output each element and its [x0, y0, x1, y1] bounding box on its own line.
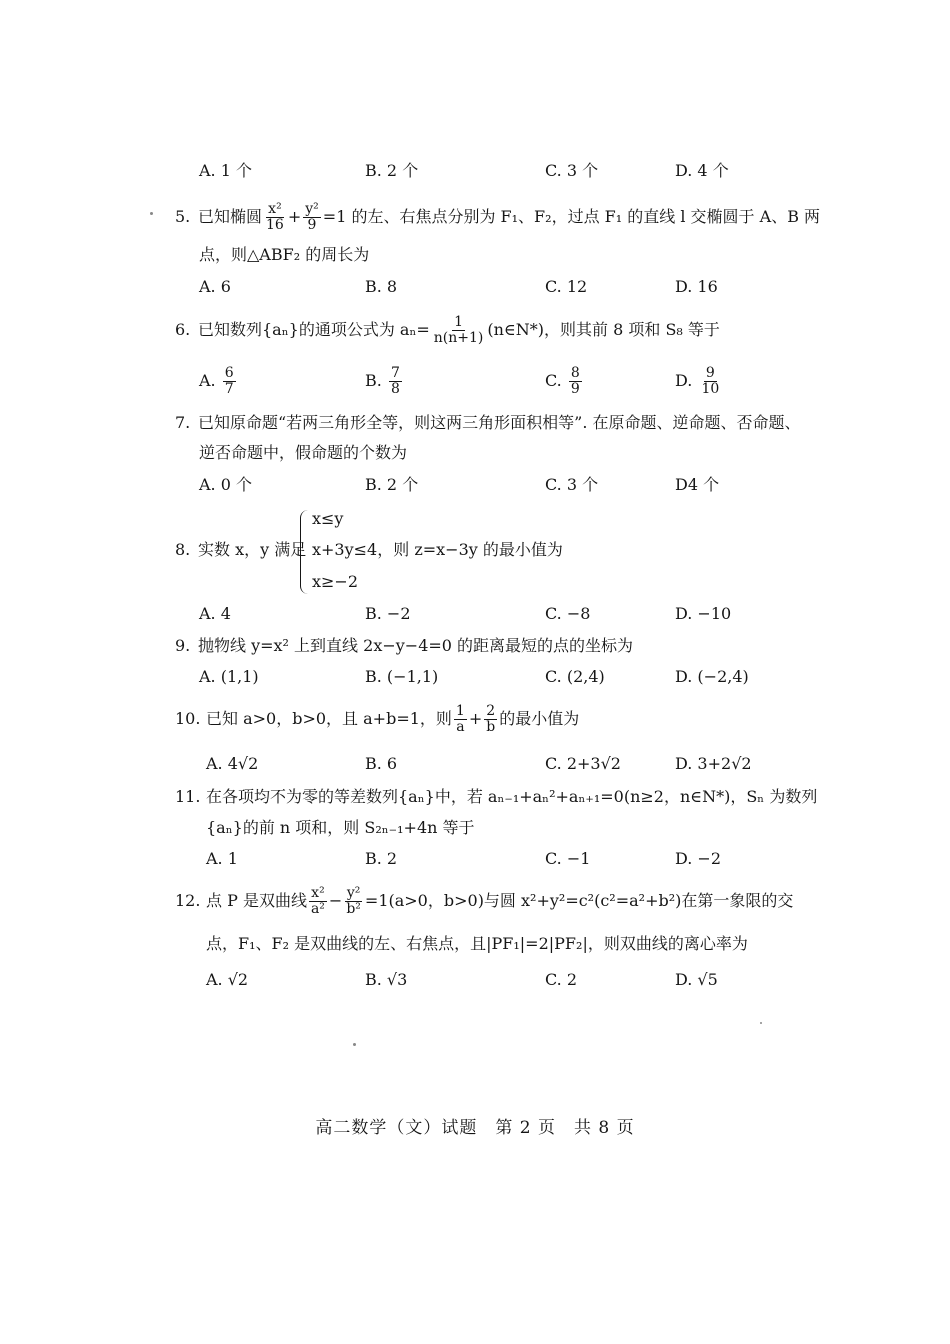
q5-stem-pre: 已知椭圆	[198, 207, 263, 226]
q10-fraction-1: $\frac{1}{a}$	[455, 703, 465, 735]
q7-options	[0, 472, 950, 498]
q7-number: 7.	[175, 413, 191, 432]
q5-options	[0, 274, 950, 300]
q11-options	[0, 846, 950, 872]
q12-options	[0, 967, 950, 993]
q6-option-a: A. $\frac{6}{7}$	[199, 365, 234, 397]
q12-option-d: D. √5	[675, 970, 718, 989]
q12-option-b: B. √3	[365, 970, 408, 989]
q5-option-a: A. 6	[199, 277, 231, 296]
q12-stem	[0, 883, 950, 919]
q7-option-a: A. 0 个	[199, 475, 252, 494]
q4-option-d: D. 4 个	[675, 161, 729, 180]
q12-option-c: C. 2	[545, 970, 578, 989]
q11-option-a: A. 1	[206, 849, 238, 868]
q5-option-c: C. 12	[545, 277, 588, 296]
q12-fraction-y: $\frac{\text{y²}}{\text{b²}}$	[346, 885, 361, 917]
q11-stem-line2	[0, 815, 950, 841]
q10-option-c: C. 2+3√2	[545, 754, 621, 773]
q9-stem	[0, 633, 950, 659]
q12-number: 12.	[175, 891, 201, 910]
q9-option-b: B. (−1,1)	[365, 667, 439, 686]
q12-stem-line	[206, 883, 793, 919]
q9-option-c: C. (2,4)	[545, 667, 605, 686]
q5-fraction-y: $\frac{\text{y²}}{9}$	[305, 201, 319, 233]
q6-stem-post: (n∈N*)，则其前 8 项和 S₈ 等于	[487, 320, 720, 339]
q7-option-d: D4 个	[675, 475, 720, 494]
q5-option-b: B. 8	[365, 277, 398, 296]
q9-number: 9.	[175, 636, 191, 655]
q6-stem-pre: 已知数列{aₙ}的通项公式为 aₙ=	[198, 320, 430, 339]
q5-stem	[0, 200, 950, 234]
q5-stem-line2	[0, 242, 950, 268]
q9-stem-text: 抛物线 y=x² 上到直线 2x−y−4=0 的距离最短的点的坐标为	[198, 636, 634, 655]
q10-option-b: B. 6	[365, 754, 398, 773]
q9-option-d: D. (−2,4)	[675, 667, 749, 686]
q11-option-d: D. −2	[675, 849, 722, 868]
q8-constraint-2-row	[0, 537, 950, 563]
q9-option-a: A. (1,1)	[199, 667, 259, 686]
q11-line2: {aₙ}的前 n 项和，则 S₂ₙ₋₁+4n 等于	[206, 818, 475, 837]
page-footer: 高二数学（文）试题 第 2 页 共 8 页	[315, 1118, 635, 1138]
q5-stem-line1	[198, 200, 820, 234]
q8-option-c: C. −8	[545, 604, 591, 623]
q7-stem-line2	[0, 440, 950, 466]
q8-constraint-1: x≤y	[312, 509, 344, 528]
q10-option-d: D. 3+2√2	[675, 754, 752, 773]
q5-number: 5.	[175, 207, 191, 226]
q11-line1: 在各项均不为零的等差数列{aₙ}中，若 aₙ₋₁+aₙ²+aₙ₊₁=0(n≥2，n∈N*)，Sₙ 为数列	[206, 787, 818, 806]
q6-number: 6.	[175, 320, 191, 339]
scan-speck	[760, 1022, 762, 1024]
q7-stem	[0, 410, 950, 436]
q6-option-c: C. $\frac{8}{9}$	[545, 365, 580, 397]
q6-stem-line	[198, 312, 720, 348]
q8-option-a: A. 4	[199, 604, 231, 623]
q8-option-d: D. −10	[675, 604, 732, 623]
q7-option-b: B. 2 个	[365, 475, 419, 494]
q6-fraction: $\frac{1}{n(n+1)}$	[433, 314, 484, 346]
q4-option-c: C. 3 个	[545, 161, 599, 180]
q12-stem-line2	[0, 931, 950, 957]
q5-plus: +	[287, 207, 302, 226]
q7-option-c: C. 3 个	[545, 475, 599, 494]
q12-minus: −	[328, 891, 343, 910]
q12-fraction-x: $\frac{\text{x²}}{\text{a²}}$	[310, 885, 325, 917]
q8-options	[0, 601, 950, 627]
q6-option-b: B. $\frac{7}{8}$	[365, 365, 400, 397]
q6-stem	[0, 312, 950, 348]
q10-stem-line	[206, 701, 579, 737]
q4-options	[0, 158, 950, 184]
q9-options	[0, 664, 950, 690]
q4-option-a: A. 1 个	[199, 161, 252, 180]
q10-plus: +	[468, 709, 483, 728]
q10-stem-pre: 已知 a>0，b>0，且 a+b=1，则	[206, 709, 452, 728]
q10-stem	[0, 701, 950, 737]
q8-number: 8.	[175, 540, 191, 559]
q5-line2-text: 点，则△ABF₂ 的周长为	[199, 245, 370, 264]
q10-options	[0, 751, 950, 777]
q12-option-a: A. √2	[206, 970, 249, 989]
q12-line2: 点，F₁、F₂ 是双曲线的左、右焦点，且|PF₁|=2|PF₂|，则双曲线的离心率为	[206, 934, 748, 953]
q4-option-b: B. 2 个	[365, 161, 419, 180]
q11-stem	[0, 784, 950, 810]
q10-fraction-2: $\frac{2}{b}$	[486, 703, 496, 735]
q11-number: 11.	[175, 787, 201, 806]
q6-option-d: D. $\frac{9}{10}$	[675, 365, 720, 397]
q8-constraint-2: x+3y≤4，则 z=x−3y 的最小值为	[312, 540, 563, 559]
q10-number: 10.	[175, 709, 201, 728]
q8-stem-pre: 实数 x，y 满足	[198, 540, 307, 559]
q5-option-d: D. 16	[675, 277, 718, 296]
q5-stem-post: =1 的左、右焦点分别为 F₁、F₂，过点 F₁ 的直线 l 交椭圆于 A、B 两	[322, 207, 821, 226]
q8-constraint-3: x≥−2	[312, 572, 359, 591]
q8-option-b: B. −2	[365, 604, 411, 623]
q8-constraint-3-row	[0, 569, 950, 595]
q6-options	[0, 362, 950, 400]
scan-speck	[353, 1043, 356, 1046]
q12-stem-post: =1(a>0，b>0)与圆 x²+y²=c²(c²=a²+b²)在第一象限的交	[364, 891, 794, 910]
q7-line2: 逆否命题中，假命题的个数为	[199, 443, 408, 462]
q10-stem-post: 的最小值为	[499, 709, 580, 728]
q7-line1: 已知原命题“若两三角形全等，则这两三角形面积相等”. 在原命题、逆命题、否命题、	[198, 413, 801, 432]
q11-option-b: B. 2	[365, 849, 398, 868]
q12-stem-pre: 点 P 是双曲线	[206, 891, 307, 910]
q10-option-a: A. 4√2	[206, 754, 259, 773]
q8-constraint-1-row	[0, 506, 950, 532]
q5-fraction-x: $\frac{\text{x²}}{16}$	[266, 201, 284, 233]
q11-option-c: C. −1	[545, 849, 591, 868]
scan-speck	[150, 212, 153, 215]
